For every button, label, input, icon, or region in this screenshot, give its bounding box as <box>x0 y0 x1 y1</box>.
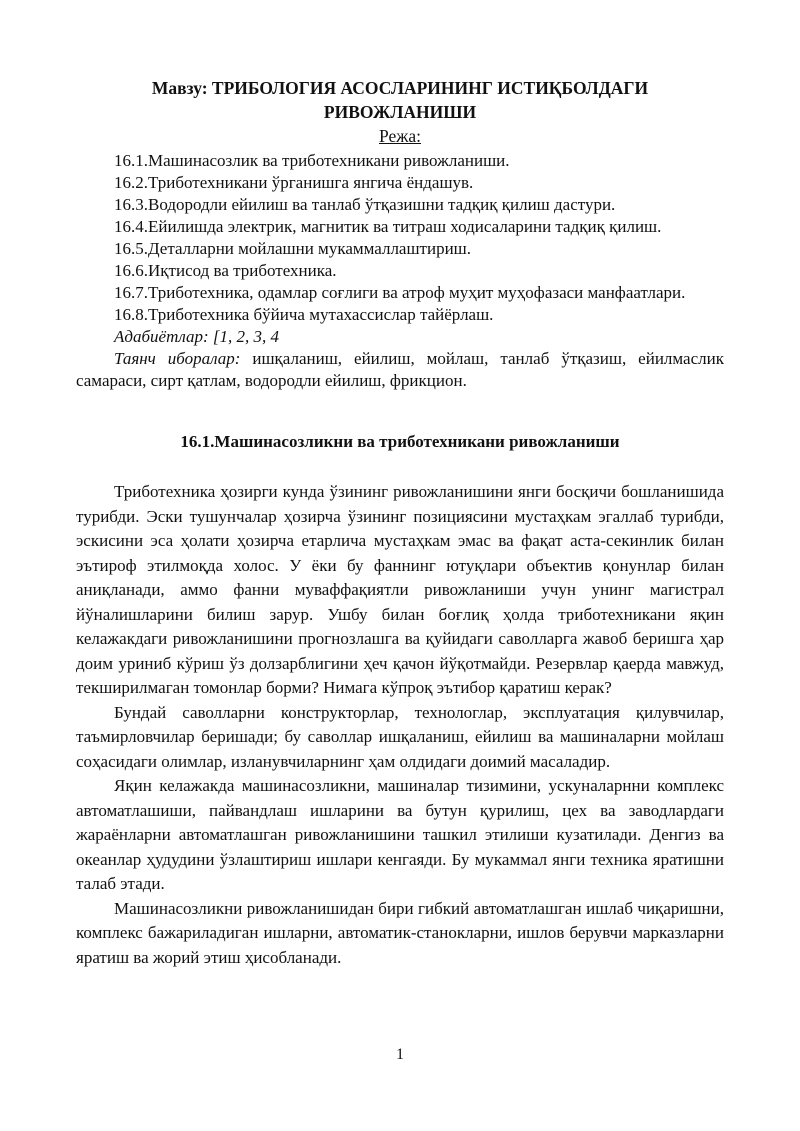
literature-label: Адабиётлар: [1, 2, 3, 4 <box>114 327 280 346</box>
plan-item: 16.3.Водородли ейилиш ва танлаб ўтқазишни тадқиқ қилиш дастури. <box>114 195 616 214</box>
keywords-label: Таянч иборалар: <box>114 349 241 368</box>
plan-item: 16.6.Иқтисод ва триботехника. <box>114 261 337 280</box>
plan-item: 16.4.Ейилишда электрик, магнитик ва титраш ходисаларини тадқиқ қилиш. <box>114 217 662 236</box>
plan-heading: Режа: <box>379 126 421 146</box>
plan-list <box>76 150 724 392</box>
plan-item: 16.7.Триботехника, одамлар соғлиги ва атроф муҳит муҳофазаси манфаатлари. <box>114 283 686 302</box>
body-paragraph: Триботехника ҳозирги кунда ўзининг ривожланишини янги босқичи бошланишида турибди. Эски тушунчалар ҳозирча ўзининг позициясини мустаҳкам эгаллаб турибди, эскисини эса ҳолати ҳозирча етарлича мустаҳкам эмас ва фақат аста-секинлик билан эътироф этилмоқда холос. У ёки бу фаннинг ютуқлари объектив қонунлар билан аниқланади, аммо фанни муваффақиятли ривожланиши учун унинг магистрал йўналишларини билиш зарур. Ушбу билан боғлиқ ҳолда триботехникани яқин келажакдаги ривожланишини прогнозлашга ва қуйидаги саволларга жавоб беришга ҳар доим уриниб кўриш ўз долзарблигини ҳеч қачон йўқотмайди. Резервлар қаерда мавжуд, текширилмаган томонлар борми? Нимага кўпроқ эътибор қаратиш керак? <box>76 482 724 697</box>
keywords-text: ишқаланиш, ейилиш, мойлаш, танлаб ўтқазиш, ейилмаслик самараси, сирт қатлам, водородли ейилиш, фрикцион. <box>76 349 724 390</box>
section-body <box>76 480 724 970</box>
plan-item: 16.1.Машинасозлик ва триботехникани ривожланиши. <box>114 151 510 170</box>
keywords-line <box>76 348 724 392</box>
page-number: 1 <box>396 1046 404 1063</box>
title-line-1: Мавзу: ТРИБОЛОГИЯ АСОСЛАРИНИНГ ИСТИҚБОЛДАГИ <box>151 78 649 98</box>
body-paragraph: Бундай саволларни конструкторлар, технологлар, эксплуатация қилувчилар, таъмирловчилар беришади; бу саволлар ишқаланиш, ейилиш ва машиналарни мойлаш соҳасидаги олимлар, изланувчиларнинг ҳам олдидаги доимий масаладир. <box>76 702 724 771</box>
literature-line <box>76 326 724 348</box>
plan-item: 16.2.Триботехникани ўрганишга янгича ёндашув. <box>114 173 474 192</box>
body-paragraph: Яқин келажакда машинасозликни, машиналар тизимини, ускуналарнни комплекс автоматлашиши, пайвандлаш ишларини ва бутун қурилиш, цех ва заводлардаги жараёнларни автоматлашган ривожланишини ташкил этилиши кузатилади. Денгиз ва океанлар ҳудудини ўзлаштириш ишлари кенгаяди. Бу мукаммал янги техника яратишни талаб этади. <box>76 776 724 893</box>
plan-item: 16.5.Деталларни мойлашни мукаммаллаштириш. <box>114 239 472 258</box>
page-title <box>76 76 724 124</box>
section-heading: 16.1.Машинасозликни ва триботехникани ривожланиши <box>180 432 620 451</box>
plan-item: 16.8.Триботехника бўйича мутахассислар тайёрлаш. <box>114 305 494 324</box>
body-paragraph: Машинасозликни ривожланишидан бири гибкий автоматлашган ишлаб чиқаришни, комплекс бажариладиган ишларни, автоматик-станокларни, ишлов берувчи марказларни яратиш ва жорий этиш ҳисобланади. <box>76 898 724 967</box>
title-line-2: РИВОЖЛАНИШИ <box>323 102 477 122</box>
